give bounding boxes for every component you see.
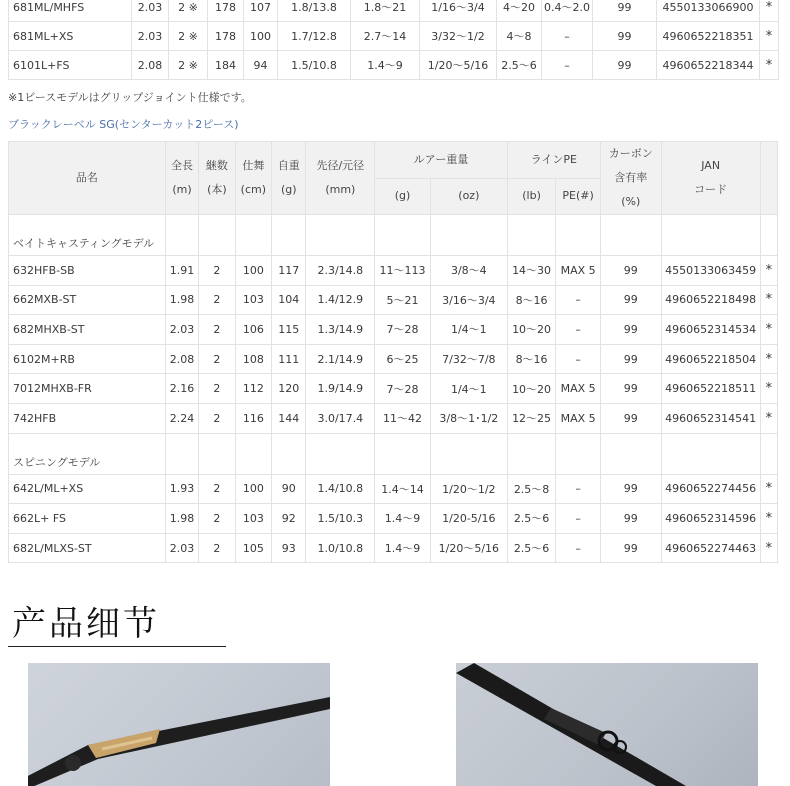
- cell-weight: 93: [272, 533, 306, 563]
- cell-tip: 2.3/14.8: [306, 256, 375, 286]
- cell-closed: 116: [235, 403, 271, 433]
- cell-len: 2.08: [132, 51, 169, 80]
- cell-name: 681ML+XS: [9, 22, 132, 51]
- table-row: [9, 533, 778, 563]
- rod-reel-seat-photo: [456, 663, 758, 786]
- empty-cell: [165, 215, 198, 256]
- cell-weight: 90: [272, 474, 306, 504]
- cell-lure-g: 1.4～9: [375, 504, 431, 534]
- table-row: [9, 474, 778, 504]
- cell-weight: 120: [272, 374, 306, 404]
- empty-cell: [272, 433, 306, 474]
- empty-cell: [375, 433, 431, 474]
- cell-line-lb: 14～30: [507, 256, 556, 286]
- cell-line-lb: 2.5～6: [497, 51, 542, 80]
- cell-pcs: 2: [199, 403, 235, 433]
- one-piece-note: ※1ピースモデルはグリップジョイント仕様です。: [8, 91, 252, 104]
- empty-cell: [306, 433, 375, 474]
- cell-line-lb: 12～25: [507, 403, 556, 433]
- cell-mark: *: [760, 285, 777, 315]
- cell-tip: 1.5/10.3: [306, 504, 375, 534]
- cell-closed: 112: [235, 374, 271, 404]
- cell-line-pe: MAX 5: [556, 256, 601, 286]
- header-length: 全長 (m): [165, 142, 198, 215]
- cell-mark: *: [760, 403, 777, 433]
- empty-cell: [199, 215, 235, 256]
- cell-mark: *: [760, 0, 779, 22]
- cell-lure-g: 1.4～9: [375, 533, 431, 563]
- cell-name: 6101L+FS: [9, 51, 132, 80]
- cell-pcs: 2: [199, 344, 235, 374]
- cell-mark: *: [760, 504, 777, 534]
- cell-lure-g: 11～42: [375, 403, 431, 433]
- header-lure: ルアー重量: [375, 142, 508, 179]
- header-mark: [760, 142, 777, 215]
- empty-cell: [507, 215, 556, 256]
- cell-mark: *: [760, 22, 779, 51]
- cell-carbon: 99: [593, 22, 657, 51]
- cell-carbon: 99: [600, 474, 661, 504]
- empty-cell: [507, 433, 556, 474]
- header-pieces: 継数 (本): [199, 142, 235, 215]
- cell-closed: 100: [235, 256, 271, 286]
- product-details-heading: 产品细节: [12, 604, 160, 644]
- cell-tip: 1.8/13.8: [278, 0, 351, 22]
- cell-tip: 1.7/12.8: [278, 22, 351, 51]
- cell-len: 1.98: [165, 285, 198, 315]
- cell-len: 1.98: [165, 504, 198, 534]
- series-subtitle: ブラックレーベル SG(センターカット2ピース): [8, 118, 239, 131]
- cell-mark: *: [760, 51, 779, 80]
- cell-lure-oz: 1/20～1/2: [430, 474, 507, 504]
- cell-weight: 94: [244, 51, 278, 80]
- cell-line-lb: 4～8: [497, 22, 542, 51]
- cell-closed: 106: [235, 315, 271, 345]
- cell-line-pe: MAX 5: [556, 374, 601, 404]
- cell-len: 2.24: [165, 403, 198, 433]
- cell-closed: 105: [235, 533, 271, 563]
- cell-pcs: 2: [199, 474, 235, 504]
- cell-lure-g: 7～28: [375, 374, 431, 404]
- spec-table: [8, 141, 778, 563]
- cell-carbon: 99: [600, 285, 661, 315]
- cell-closed: 178: [208, 22, 244, 51]
- cell-jan: 4960652314541: [661, 403, 760, 433]
- cell-carbon: 99: [600, 256, 661, 286]
- cell-name: 742HFB: [9, 403, 166, 433]
- header-jan: JAN コード: [661, 142, 760, 215]
- cell-carbon: 99: [600, 403, 661, 433]
- cell-lure-oz: 1/4～1: [430, 315, 507, 345]
- cell-jan: 4960652218351: [657, 22, 760, 51]
- cell-jan: 4960652314534: [661, 315, 760, 345]
- empty-cell: [165, 433, 198, 474]
- cell-closed: 184: [208, 51, 244, 80]
- cell-name: 682L/MLXS-ST: [9, 533, 166, 563]
- cell-pcs: 2 ※: [169, 51, 208, 80]
- table-row: [9, 22, 779, 51]
- empty-cell: [760, 215, 777, 256]
- header-line-pe: PE(#): [556, 178, 601, 215]
- table-row: [9, 256, 778, 286]
- cell-weight: 115: [272, 315, 306, 345]
- cell-carbon: 99: [600, 374, 661, 404]
- cell-jan: 4550133063459: [661, 256, 760, 286]
- cell-tip: 1.5/10.8: [278, 51, 351, 80]
- cell-len: 2.03: [132, 0, 169, 22]
- cell-line-lb: 8～16: [507, 285, 556, 315]
- cell-tip: 1.0/10.8: [306, 533, 375, 563]
- cell-line-lb: 8～16: [507, 344, 556, 374]
- cell-lure-g: 6～25: [375, 344, 431, 374]
- cell-lure-oz: 1/20-5/16: [430, 504, 507, 534]
- cell-name: 681ML/MHFS: [9, 0, 132, 22]
- empty-cell: [235, 215, 271, 256]
- cell-tip: 2.1/14.9: [306, 344, 375, 374]
- rod-cork-grip-photo: [28, 663, 330, 786]
- header-line-lb: (lb): [507, 178, 556, 215]
- cell-name: 682MHXB-ST: [9, 315, 166, 345]
- cell-lure-g: 5～21: [375, 285, 431, 315]
- spec-table-previous: [8, 0, 779, 80]
- empty-cell: [430, 433, 507, 474]
- cell-carbon: 99: [600, 504, 661, 534]
- cell-len: 2.08: [165, 344, 198, 374]
- cell-carbon: 99: [600, 533, 661, 563]
- empty-cell: [199, 433, 235, 474]
- cell-pcs: 2: [199, 533, 235, 563]
- cell-line-pe: –: [556, 344, 601, 374]
- cell-name: 632HFB-SB: [9, 256, 166, 286]
- cell-tip: 1.4/12.9: [306, 285, 375, 315]
- cell-line-lb: 4～20: [497, 0, 542, 22]
- heading-underline: [8, 646, 226, 647]
- cell-pcs: 2 ※: [169, 0, 208, 22]
- cell-pcs: 2 ※: [169, 22, 208, 51]
- cell-mark: *: [760, 344, 777, 374]
- section-label: スピニングモデル: [9, 433, 166, 474]
- cell-weight: 111: [272, 344, 306, 374]
- cell-line-pe: –: [556, 533, 601, 563]
- table-row: [9, 504, 778, 534]
- cell-jan: 4960652314596: [661, 504, 760, 534]
- cell-line-pe: –: [556, 504, 601, 534]
- cell-lure-oz: 3/32～1/2: [420, 22, 497, 51]
- cell-line-lb: 2.5～6: [507, 533, 556, 563]
- cell-pcs: 2: [199, 315, 235, 345]
- header-line: ラインPE: [507, 142, 600, 179]
- cell-name: 662L+ FS: [9, 504, 166, 534]
- cell-lure-oz: 3/16～3/4: [430, 285, 507, 315]
- cell-carbon: 99: [593, 51, 657, 80]
- cell-lure-g: 1.8～21: [351, 0, 420, 22]
- empty-cell: [600, 215, 661, 256]
- cell-name: 6102M+RB: [9, 344, 166, 374]
- cell-line-lb: 10～20: [507, 315, 556, 345]
- empty-cell: [430, 215, 507, 256]
- cell-mark: *: [760, 474, 777, 504]
- cell-jan: 4960652218511: [661, 374, 760, 404]
- empty-cell: [375, 215, 431, 256]
- cell-len: 2.03: [132, 22, 169, 51]
- cell-tip: 1.9/14.9: [306, 374, 375, 404]
- header-tip: 先径/元径 (mm): [306, 142, 375, 215]
- cell-line-lb: 2.5～6: [507, 504, 556, 534]
- cell-line-pe: –: [556, 315, 601, 345]
- cell-pcs: 2: [199, 374, 235, 404]
- cell-weight: 117: [272, 256, 306, 286]
- table-row: [9, 403, 778, 433]
- table-row: [9, 315, 778, 345]
- cell-carbon: 99: [600, 315, 661, 345]
- table-row: [9, 374, 778, 404]
- table-row: [9, 344, 778, 374]
- empty-cell: [306, 215, 375, 256]
- empty-cell: [556, 433, 601, 474]
- header-lure-g: (g): [375, 178, 431, 215]
- cell-lure-g: 7～28: [375, 315, 431, 345]
- cell-tip: 1.3/14.9: [306, 315, 375, 345]
- header-name: 品名: [9, 142, 166, 215]
- empty-cell: [556, 215, 601, 256]
- cell-mark: *: [760, 256, 777, 286]
- cell-line-pe: MAX 5: [556, 403, 601, 433]
- cell-lure-oz: 3/8～4: [430, 256, 507, 286]
- section-row: [9, 433, 778, 474]
- cell-name: 642L/ML+XS: [9, 474, 166, 504]
- cell-lure-oz: 1/20～5/16: [420, 51, 497, 80]
- cell-closed: 178: [208, 0, 244, 22]
- cell-line-pe: –: [556, 285, 601, 315]
- cell-len: 1.91: [165, 256, 198, 286]
- header-weight: 自重 (g): [272, 142, 306, 215]
- empty-cell: [235, 433, 271, 474]
- empty-cell: [661, 215, 760, 256]
- header-closed: 仕舞 (cm): [235, 142, 271, 215]
- cell-mark: *: [760, 374, 777, 404]
- cell-closed: 108: [235, 344, 271, 374]
- cell-line-lb: 2.5～8: [507, 474, 556, 504]
- cell-lure-oz: 1/4～1: [430, 374, 507, 404]
- cell-len: 2.03: [165, 315, 198, 345]
- cell-lure-g: 1.4～14: [375, 474, 431, 504]
- cell-tip: 1.4/10.8: [306, 474, 375, 504]
- cell-line-lb: 10～20: [507, 374, 556, 404]
- cell-jan: 4960652218498: [661, 285, 760, 315]
- cell-closed: 100: [235, 474, 271, 504]
- cell-carbon: 99: [600, 344, 661, 374]
- empty-cell: [272, 215, 306, 256]
- cell-len: 2.03: [165, 533, 198, 563]
- cell-name: 662MXB-ST: [9, 285, 166, 315]
- cell-weight: 104: [272, 285, 306, 315]
- header-lure-oz: (oz): [430, 178, 507, 215]
- cell-pcs: 2: [199, 256, 235, 286]
- section-row: [9, 215, 778, 256]
- empty-cell: [661, 433, 760, 474]
- cell-jan: 4550133066900: [657, 0, 760, 22]
- cell-jan: 4960652218504: [661, 344, 760, 374]
- cell-lure-g: 1.4～9: [351, 51, 420, 80]
- cell-pcs: 2: [199, 504, 235, 534]
- cell-jan: 4960652218344: [657, 51, 760, 80]
- cell-closed: 103: [235, 285, 271, 315]
- cell-line-pe: –: [556, 474, 601, 504]
- table-row: [9, 51, 779, 80]
- header-carbon: カーボン 含有率 (%): [600, 142, 661, 215]
- cell-lure-oz: 3/8～1･1/2: [430, 403, 507, 433]
- cell-mark: *: [760, 315, 777, 345]
- table-row: [9, 285, 778, 315]
- section-label: ベイトキャスティングモデル: [9, 215, 166, 256]
- cell-lure-g: 11～113: [375, 256, 431, 286]
- cell-line-pe: –: [542, 51, 593, 80]
- cell-closed: 103: [235, 504, 271, 534]
- cell-weight: 92: [272, 504, 306, 534]
- cell-pcs: 2: [199, 285, 235, 315]
- cell-weight: 144: [272, 403, 306, 433]
- empty-cell: [760, 433, 777, 474]
- cell-lure-oz: 1/20～5/16: [430, 533, 507, 563]
- empty-cell: [600, 433, 661, 474]
- cell-lure-g: 2.7～14: [351, 22, 420, 51]
- cell-len: 1.93: [165, 474, 198, 504]
- cell-carbon: 99: [593, 0, 657, 22]
- cell-weight: 100: [244, 22, 278, 51]
- cell-mark: *: [760, 533, 777, 563]
- cell-lure-oz: 7/32～7/8: [430, 344, 507, 374]
- cell-jan: 4960652274456: [661, 474, 760, 504]
- cell-len: 2.16: [165, 374, 198, 404]
- cell-name: 7012MHXB-FR: [9, 374, 166, 404]
- cell-line-pe: –: [542, 22, 593, 51]
- cell-weight: 107: [244, 0, 278, 22]
- cell-jan: 4960652274463: [661, 533, 760, 563]
- cell-tip: 3.0/17.4: [306, 403, 375, 433]
- cell-lure-oz: 1/16～3/4: [420, 0, 497, 22]
- table-row: [9, 0, 779, 22]
- cell-line-pe: 0.4～2.0: [542, 0, 593, 22]
